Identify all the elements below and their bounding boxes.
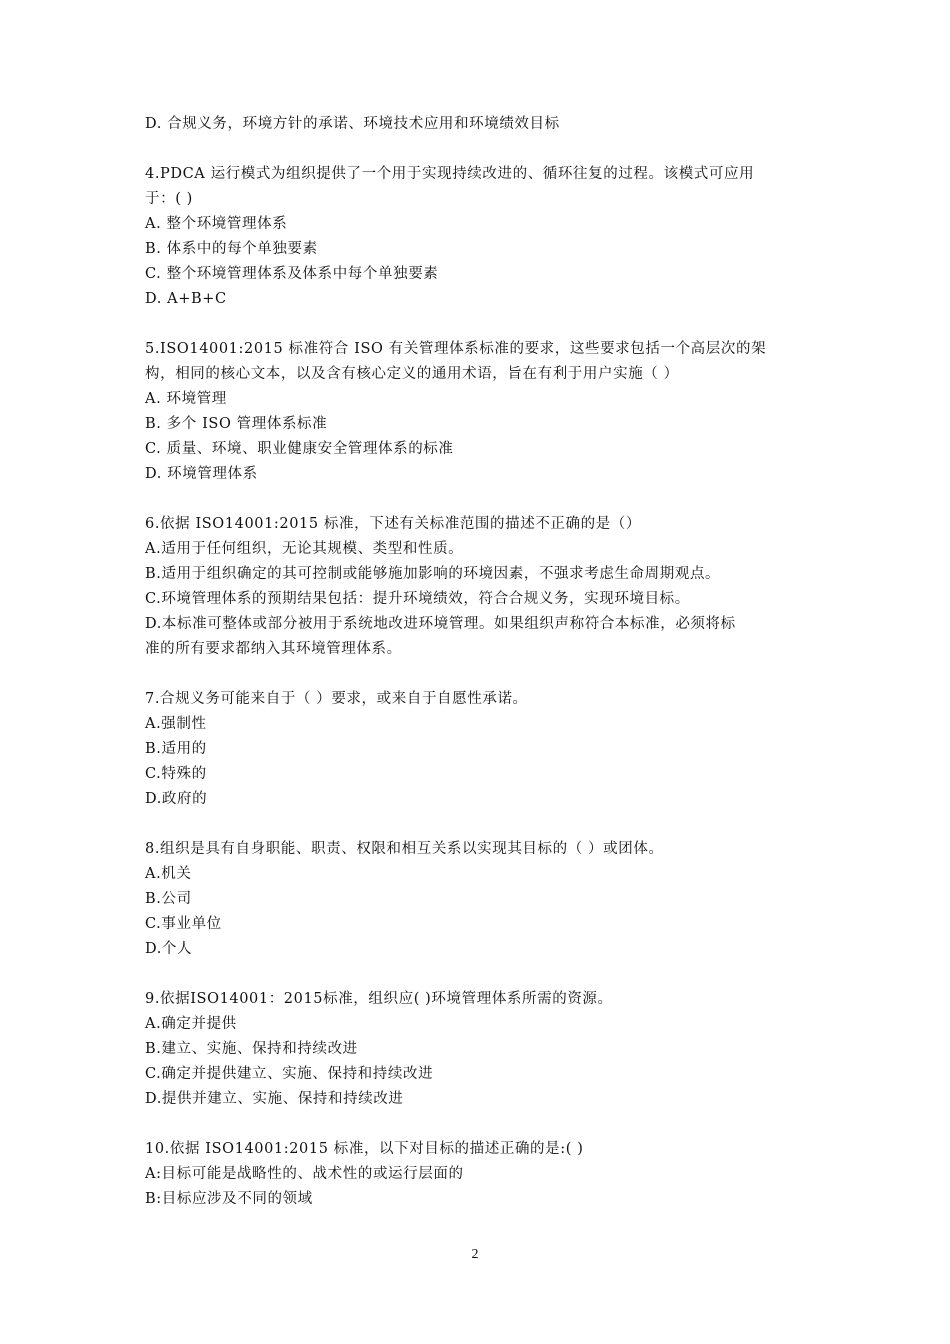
question-10 (145, 1137, 810, 1212)
option-b: B.公司 (145, 891, 192, 907)
question-text: 10.依据 ISO14001:2015 标准，以下对目标的描述正确的是:( ) (145, 1141, 584, 1157)
question-text: 8.组织是具有自身职能、职责、权限和相互关系以实现其目标的（ ）或团体。 (145, 841, 664, 857)
option-a: A. 环境管理 (145, 391, 227, 407)
option-b: B:目标应涉及不同的领域 (145, 1191, 313, 1207)
question-text: 4.PDCA 运行模式为组织提供了一个用于实现持续改进的、循环往复的过程。该模式可应用 (145, 166, 755, 182)
option-c: C. 质量、环境、职业健康安全管理体系的标准 (145, 441, 454, 457)
option-d: D.本标准可整体或部分被用于系统地改进环境管理。如果组织声称符合本标准，必须将标 (145, 616, 736, 632)
question-text: 9.依据ISO14001：2015标准，组织应( )环境管理体系所需的资源。 (145, 991, 613, 1007)
option-a: A.适用于任何组织，无论其规模、类型和性质。 (145, 541, 464, 557)
question-text: 7.合规义务可能来自于（ ）要求，或来自于自愿性承诺。 (145, 691, 528, 707)
option-b: B.建立、实施、保持和持续改进 (145, 1041, 358, 1057)
option-a: A:目标可能是战略性的、战术性的或运行层面的 (145, 1166, 464, 1182)
question-5 (145, 337, 810, 487)
option-c: C.特殊的 (145, 766, 207, 782)
question-7 (145, 687, 810, 812)
question-text-cont: 构，相同的核心文本，以及含有核心定义的通用术语，旨在有利于用户实施（ ） (145, 366, 679, 382)
option-a: A.强制性 (145, 716, 207, 732)
option-b: B. 体系中的每个单独要素 (145, 241, 318, 257)
document-body (145, 112, 810, 1212)
question-8 (145, 837, 810, 962)
option-d: D. 环境管理体系 (145, 466, 258, 482)
question-9 (145, 987, 810, 1112)
option-d: D.政府的 (145, 791, 208, 807)
option-c: C.事业单位 (145, 916, 222, 932)
option-b: B.适用于组织确定的其可控制或能够施加影响的环境因素，不强求考虑生命周期观点。 (145, 566, 721, 582)
option-a: A.机关 (145, 866, 192, 882)
prev-option-d: D. 合规义务，环境方针的承诺、环境技术应用和环境绩效目标 (145, 116, 560, 132)
question-4 (145, 162, 810, 312)
option-a: A.确定并提供 (145, 1016, 237, 1032)
question-text-cont: 于：( ) (145, 191, 193, 207)
option-a: A. 整个环境管理体系 (145, 216, 288, 232)
option-d: D. A+B+C (145, 291, 227, 307)
question-text: 6.依据 ISO14001:2015 标准，下述有关标准范围的描述不正确的是（） (145, 516, 642, 532)
option-d-cont: 准的所有要求都纳入其环境管理体系。 (145, 641, 402, 657)
option-b: B.适用的 (145, 741, 207, 757)
option-c: C.确定并提供建立、实施、保持和持续改进 (145, 1066, 434, 1082)
option-c: C. 整个环境管理体系及体系中每个单独要素 (145, 266, 439, 282)
question-6 (145, 512, 810, 662)
question-text: 5.ISO14001:2015 标准符合 ISO 有关管理体系标准的要求，这些要求包括一个高层次的架 (145, 341, 767, 357)
option-d: D.提供并建立、实施、保持和持续改进 (145, 1091, 404, 1107)
option-d: D.个人 (145, 941, 193, 957)
option-b: B. 多个 ISO 管理体系标准 (145, 416, 328, 432)
page-number: 2 (471, 1247, 479, 1262)
option-c: C.环境管理体系的预期结果包括：提升环境绩效，符合合规义务，实现环境目标。 (145, 591, 690, 607)
